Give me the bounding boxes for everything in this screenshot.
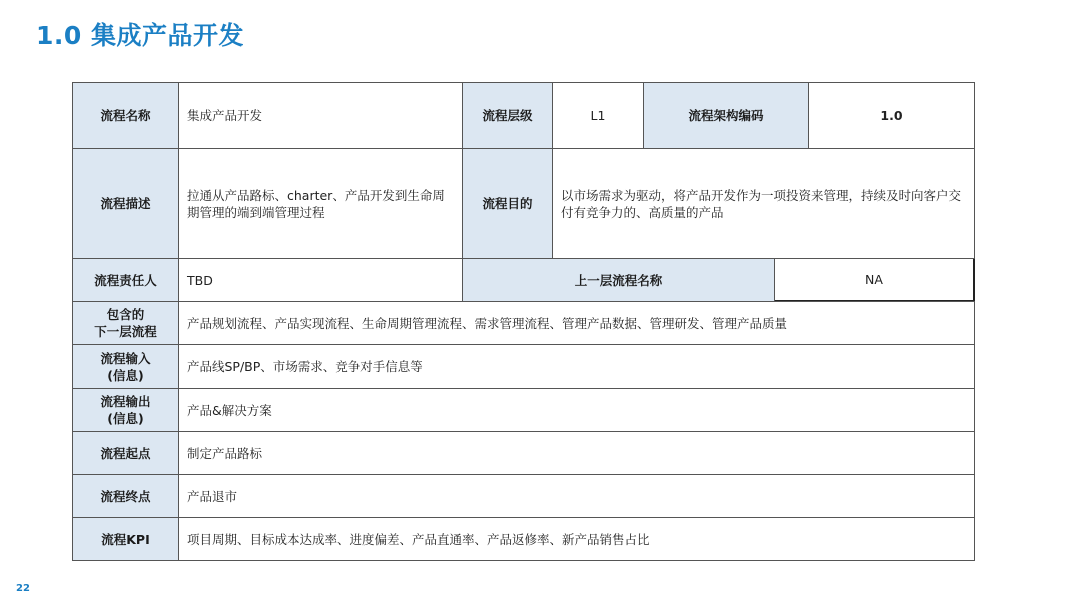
input-label <box>73 345 179 388</box>
owner-value: TBD <box>179 259 463 301</box>
end-value: 产品退市 <box>179 475 975 517</box>
level-value: L1 <box>553 83 644 148</box>
kpi-label: 流程KPI <box>73 518 179 560</box>
output-label <box>73 389 179 431</box>
desc-label: 流程描述 <box>73 149 179 258</box>
kpi-value: 项目周期、目标成本达成率、进度偏差、产品直通率、产品返修率、新产品销售占比 <box>179 518 975 560</box>
desc-value: 拉通从产品路标、charter、产品开发到生命周期管理的端到端管理过程 <box>179 149 463 258</box>
subprocess-label <box>73 302 179 344</box>
subprocess-label-line1: 包含的 <box>106 307 145 322</box>
parent-label: 上一层流程名称 <box>463 259 775 301</box>
owner-label: 流程责任人 <box>73 259 179 301</box>
table-row-kpi <box>73 518 975 561</box>
code-value: 1.0 <box>809 83 975 148</box>
table-row-start <box>73 432 975 475</box>
table-row-subprocess <box>73 302 975 345</box>
table-row-name <box>73 83 975 149</box>
name-label: 流程名称 <box>73 83 179 148</box>
input-label-line2: (信息) <box>107 367 144 383</box>
goal-value: 以市场需求为驱动，将产品开发作为一项投资来管理，持续及时向客户交付有竞争力的、高质量的产品 <box>553 149 975 258</box>
page-number: 22 <box>16 583 30 594</box>
output-label-line2: (信息) <box>107 411 144 426</box>
table-row-output <box>73 389 975 432</box>
table-row-description <box>73 149 975 259</box>
goal-label: 流程目的 <box>463 149 553 258</box>
start-value: 制定产品路标 <box>179 432 975 474</box>
name-value: 集成产品开发 <box>179 83 463 148</box>
start-label: 流程起点 <box>73 432 179 474</box>
table-row-end <box>73 475 975 518</box>
output-label-line1: 流程输出 <box>100 394 151 409</box>
level-label: 流程层级 <box>463 83 553 148</box>
parent-value: NA <box>775 259 975 301</box>
output-value: 产品&解决方案 <box>179 389 975 431</box>
input-value: 产品线SP/BP、市场需求、竞争对手信息等 <box>179 345 975 388</box>
process-table <box>72 82 975 561</box>
table-row-input <box>73 345 975 389</box>
subprocess-label-line2: 下一层流程 <box>94 324 157 339</box>
code-label: 流程架构编码 <box>644 83 809 148</box>
page-title: 1.0 集成产品开发 <box>36 21 244 50</box>
table-row-owner <box>73 259 975 302</box>
subprocess-value: 产品规划流程、产品实现流程、生命周期管理流程、需求管理流程、管理产品数据、管理研发、管理产品质量 <box>179 302 975 344</box>
end-label: 流程终点 <box>73 475 179 517</box>
input-label-line1: 流程输入 <box>100 350 151 366</box>
